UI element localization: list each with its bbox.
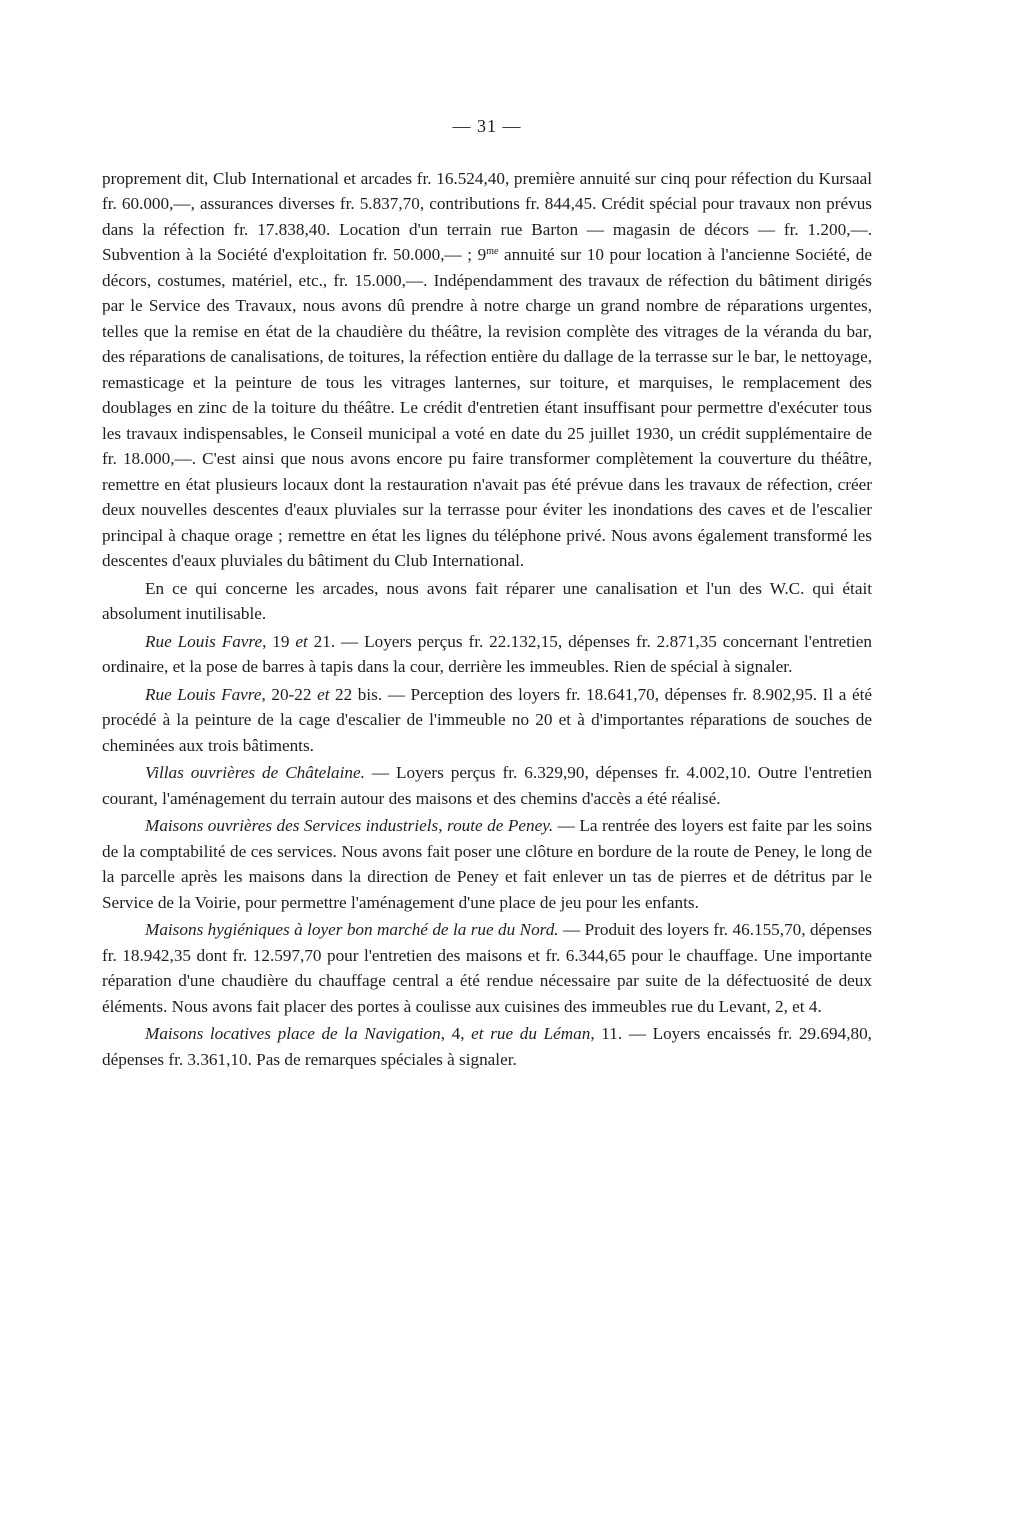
text-run: En ce qui concerne les arcades, nous avons fait réparer une canalisation et l'un des W.C. qui était absolument inutilisable. [102, 578, 872, 623]
text-run: annuité sur 10 pour location à l'ancienne Société, de décors, costumes, matériel, etc., fr. 15.000,—. Indépendamment des travaux de réfection du bâtiment dirigés par le Service des Travaux, nous avons dû prendre à notre charge un grand nombre de réparations urgentes, telles que la remise en état de la chaudière du théâtre, la revision complète des vitrages de la véranda du bar, des réparations de canalisations, de toitures, la réfection entière du dallage de la terrasse sur le bar, le nettoyage, remasticage et la peinture de tous les vitrages lanternes, sur toiture, et marquises, le remplacement des doublages en zinc de la toiture du théâtre. Le crédit d'entretien étant insuffisant pour permettre d'exécuter tous les travaux indispensables, le Conseil municipal a voté en date du 25 juillet 1930, un crédit supplémentaire de fr. 18.000,—. C'est ainsi que nous avons encore pu faire transformer complètement la couverture du théâtre, remettre en état plusieurs locaux dont la restauration n'avait pas été prévue dans les travaux de réfection, créer deux nouvelles descentes d'eaux pluviales sur la terrasse pour éviter les inondations des caves et de l'escalier principal à chaque orage ; remettre en état les lignes du téléphone privé. Nous avons également transformé les descentes d'eaux pluviales du bâtiment du Club International. [102, 245, 872, 570]
italic-text-run: Rue Louis Favre [145, 631, 263, 651]
italic-text-run: Maisons locatives place de la Navigation [145, 1024, 441, 1043]
superscript-text: me [486, 246, 499, 257]
text-run: — La rentrée des loyers est faite par les soins de la comptabilité de ces services. Nous avons fait poser une clôture en bordure de la route de Peney, le long de la parcelle après les maisons dans la direction de Peney et fait enlever un tas de pierres et de détritus par le Service de la Voirie, pour permettre l'aménagement d'une place de jeu pour les enfants. [102, 816, 873, 912]
paragraph-p8 [102, 1021, 872, 1072]
italic-text-run: Rue Louis Favre [145, 684, 262, 704]
text-run: , 20-22 [261, 684, 318, 704]
paragraph-p6 [102, 813, 872, 915]
text-run: proprement dit, Club International et arcades fr. 16.524,40, première annuité sur cinq pour réfection du Kursaal fr. 60.000,—, assurances diverses fr. 5.837,70, contributions fr. 844,45. Crédit spécial pour travaux non prévus dans la réfection fr. 17.838,40. Location d'un terrain rue Barton — magasin de décors — fr. 1.200,—. Subvention à la Société d'exploitation fr. 50.000,— ; 9 [102, 168, 872, 264]
paragraph-p2 [102, 576, 872, 627]
text-run: 21. — Loyers perçus fr. 22.132,15, dépenses fr. 2.871,35 concernant l'entretien ordinaire, et la pose de barres à tapis dans la cour, derrière les immeubles. Rien de spécial à signaler. [102, 631, 872, 676]
page-number: — 31 — [452, 116, 522, 136]
document-page [102, 114, 872, 1074]
text-run: , 19 [262, 631, 296, 651]
paragraph-p1 [102, 166, 872, 574]
paragraph-p3 [102, 629, 872, 680]
body-text [102, 166, 872, 1073]
text-run: — Produit des loyers fr. 46.155,70, dépenses fr. 18.942,35 dont fr. 12.597,70 pour l'entretien des maisons et fr. 6.344,65 pour le chauffage. Une importante réparation d'une chaudière du chauffage central a été rendue nécessaire par suite de la défectuosité de deux éléments. Nous avons fait placer des portes à coulisse aux cuisines des immeubles rue du Levant, 2, et 4. [102, 920, 872, 1016]
text-run: , 11. — Loyers encaissés fr. 29.694,80, dépenses fr. 3.361,10. Pas de remarques spéciales à signaler. [102, 1024, 872, 1069]
italic-text-run: et [317, 684, 330, 704]
italic-text-run: Maisons ouvrières des Services industriels, route de Peney. [145, 816, 554, 835]
paragraph-p5 [102, 760, 872, 811]
italic-text-run: et rue du Léman [471, 1024, 591, 1043]
text-run: , 4, [440, 1024, 472, 1043]
text-run: — Loyers perçus fr. 6.329,90, dépenses fr. 4.002,10. Outre l'entretien courant, l'aménagement du terrain autour des maisons et des chemins d'accès a été réalisé. [102, 763, 872, 808]
italic-text-run: Villas ouvrières de Châtelaine. [145, 763, 365, 782]
paragraph-p7 [102, 917, 872, 1019]
italic-text-run: et [295, 631, 308, 651]
italic-text-run: Maisons hygiéniques à loyer bon marché de la rue du Nord. [145, 920, 559, 939]
paragraph-p4 [102, 682, 872, 759]
text-run: 22 bis. — Perception des loyers fr. 18.641,70, dépenses fr. 8.902,95. Il a été procédé à la peinture de la cage d'escalier de l'immeuble no 20 et à d'importantes réparations de souches de cheminées aux trois bâtiments. [102, 684, 872, 755]
